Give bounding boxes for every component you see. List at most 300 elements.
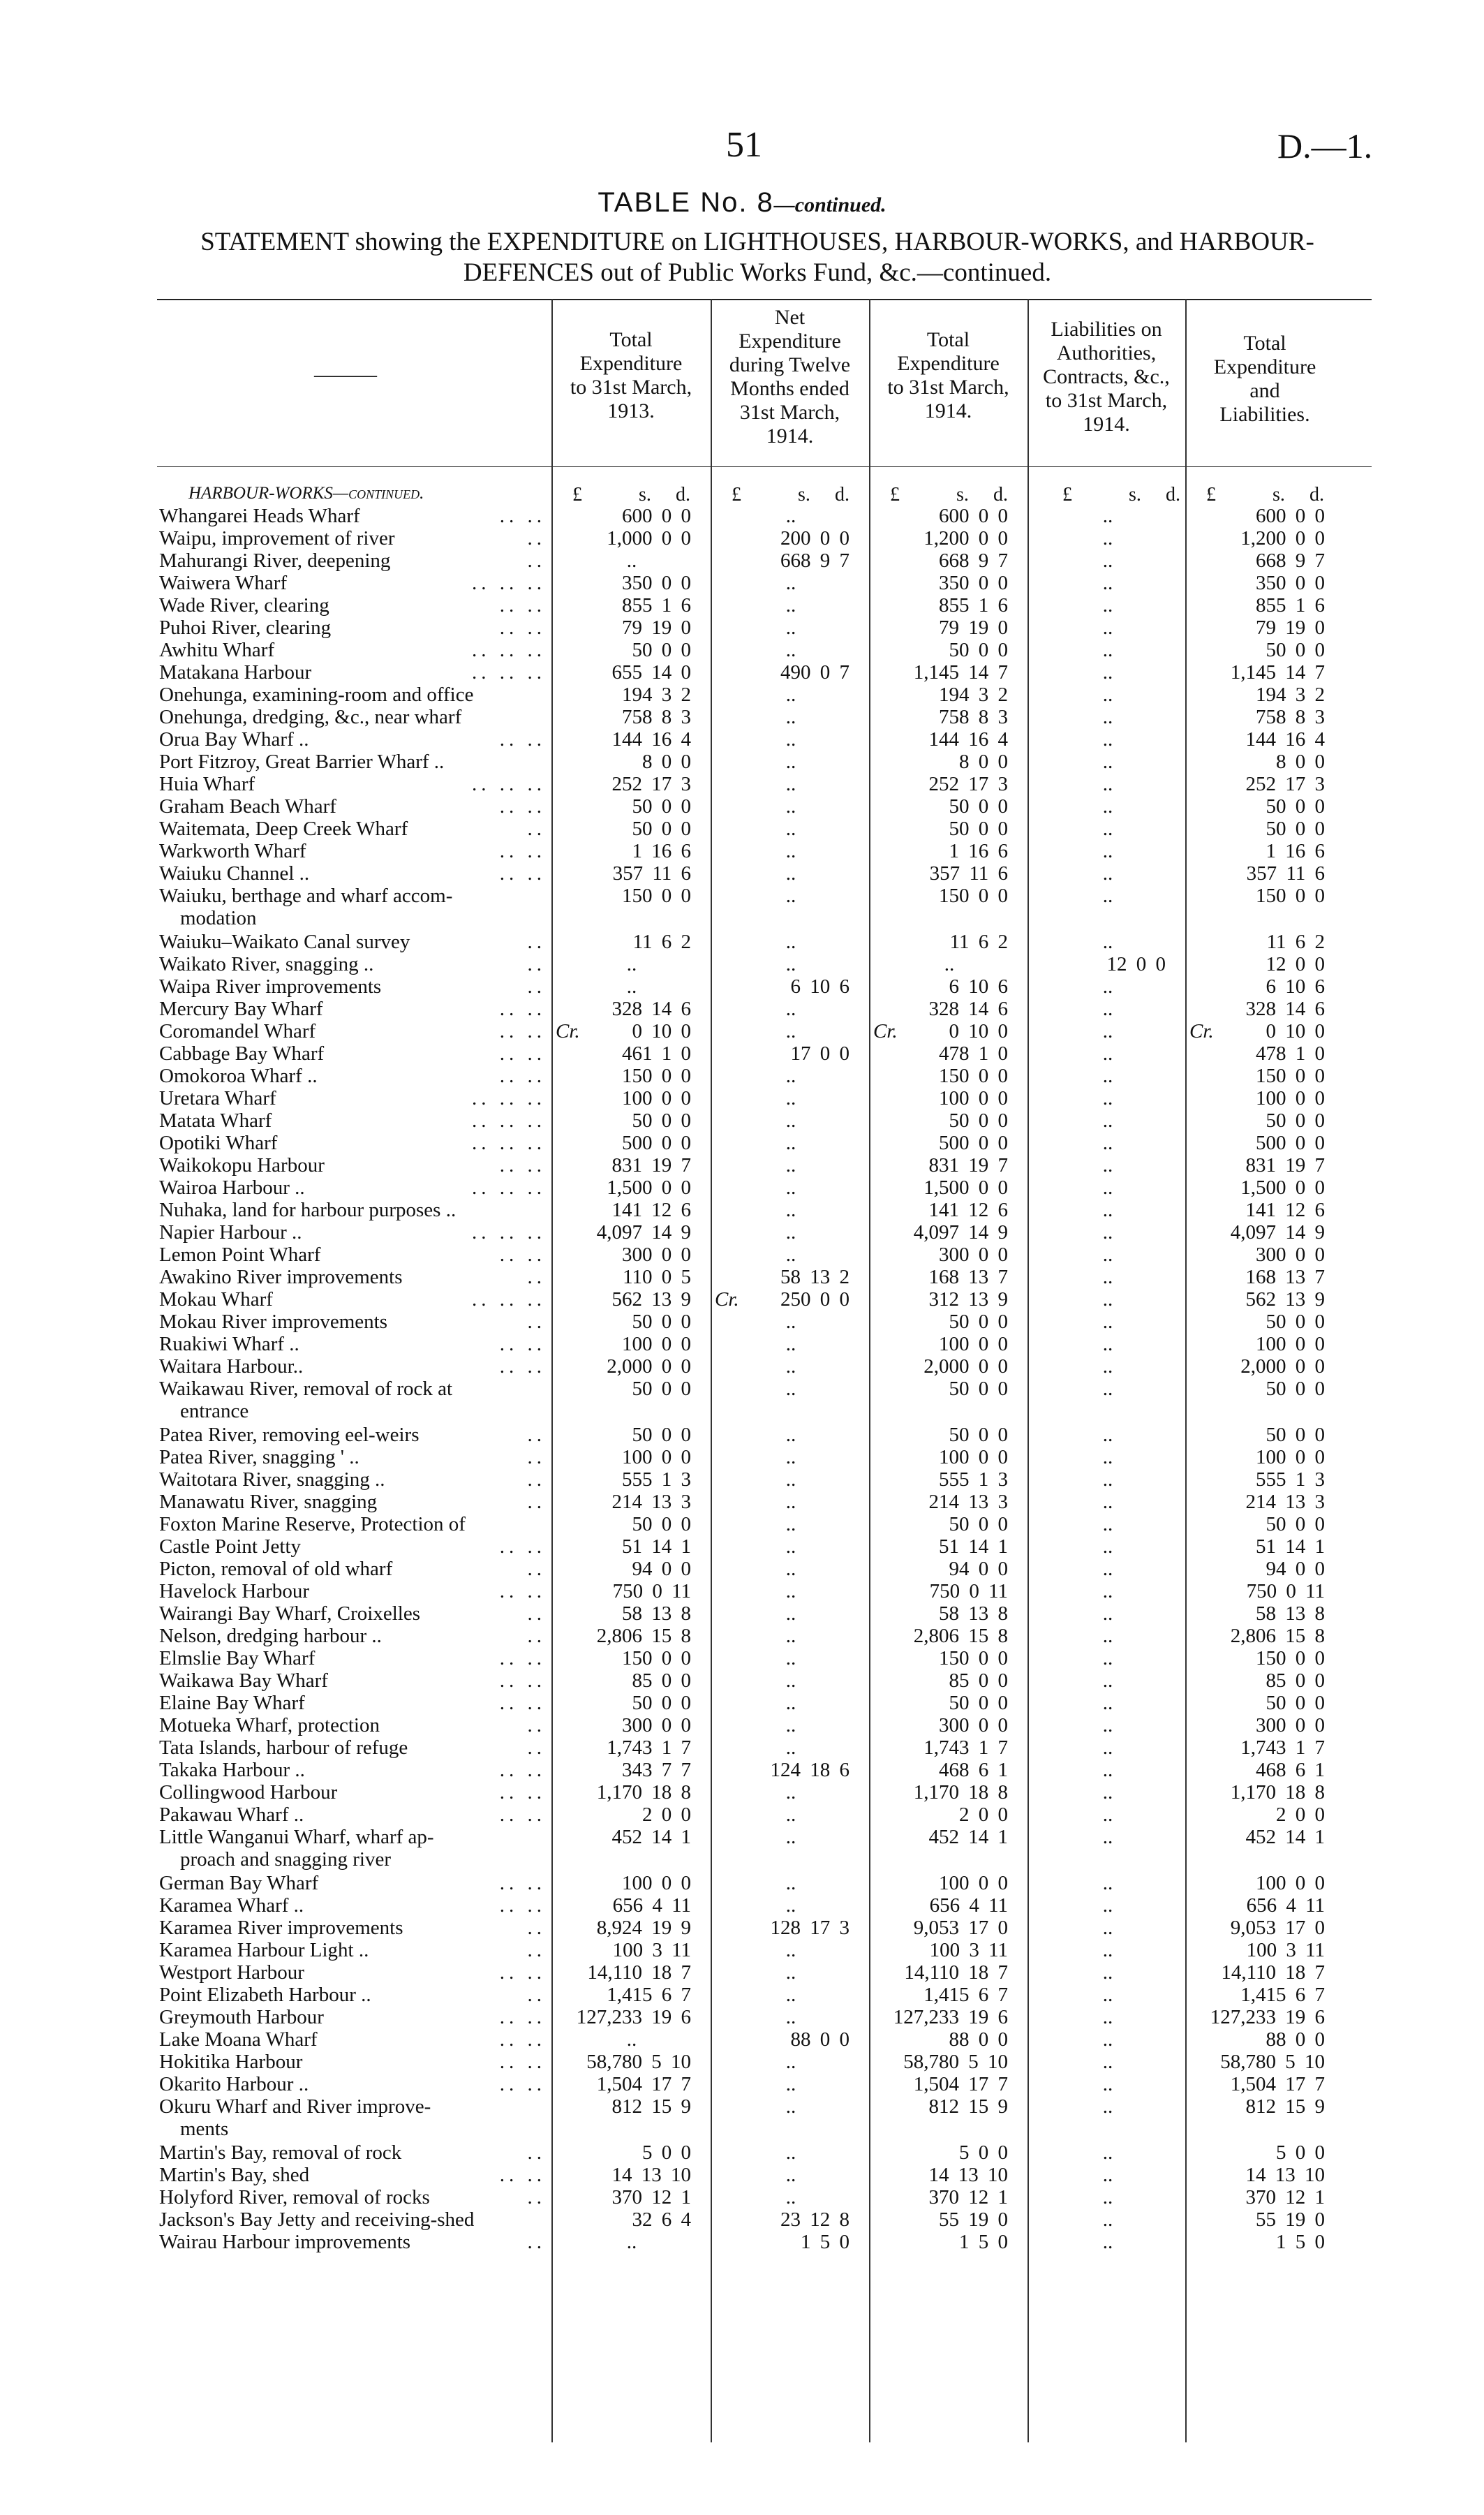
cell-col-3: 50 0 0 xyxy=(949,1424,1008,1446)
cell-col-4: 12 0 0 xyxy=(1106,953,1166,975)
row-label: Waiwera Wharf xyxy=(159,572,288,594)
row-label: Wairau Harbour improvements xyxy=(159,2231,411,2253)
column-header-line: to 31st March, xyxy=(570,376,692,399)
cell-col-1: 100 0 0 xyxy=(622,1087,691,1109)
table-row xyxy=(0,2141,1484,2164)
cell-col-3: 150 0 0 xyxy=(939,1065,1008,1087)
cell-col-2: 668 9 7 xyxy=(780,550,849,572)
cell-col-2: .. xyxy=(785,617,796,639)
row-label: Karamea Wharf .. xyxy=(159,1894,304,1917)
cell-col-3: 14 13 10 xyxy=(928,2164,1008,2186)
cell-col-4: .. xyxy=(1102,639,1113,661)
cell-col-1: 555 1 3 xyxy=(622,1468,691,1491)
cell-col-1: 328 14 6 xyxy=(611,998,691,1020)
cell-col-2: .. xyxy=(785,684,796,706)
row-label: Waikawa Bay Wharf xyxy=(159,1669,328,1692)
cell-col-1: 452 14 1 xyxy=(611,1826,691,1848)
row-leader-dots: .. .. xyxy=(499,1872,546,1894)
cell-col-2: .. xyxy=(785,840,796,862)
unit-pence: d. xyxy=(676,484,690,506)
cell-col-5: 452 14 1 xyxy=(1245,1826,1325,1848)
cell-col-1: 50 0 0 xyxy=(632,639,691,661)
row-label-continuation: entrance xyxy=(180,1400,249,1422)
row-label: Wairoa Harbour .. xyxy=(159,1177,305,1199)
row-leader-dots: .. .. xyxy=(499,728,546,751)
cell-col-3: 55 19 0 xyxy=(939,2208,1008,2231)
cell-col-2: .. xyxy=(785,1109,796,1132)
row-label: Port Fitzroy, Great Barrier Wharf .. xyxy=(159,751,445,773)
cell-col-4: .. xyxy=(1102,1132,1113,1154)
cell-col-1: 350 0 0 xyxy=(622,572,691,594)
cell-col-2: .. xyxy=(785,1535,796,1558)
unit-shillings: s. xyxy=(639,484,651,506)
table-row xyxy=(0,1961,1484,1984)
row-leader-dots: .. .. .. xyxy=(472,773,546,795)
row-label: Picton, removal of old wharf xyxy=(159,1558,393,1580)
cell-col-5: 50 0 0 xyxy=(1266,639,1325,661)
cell-col-3: 357 11 6 xyxy=(929,862,1008,885)
cell-col-1: 14,110 18 7 xyxy=(587,1961,691,1984)
cell-col-1: 300 0 0 xyxy=(622,1714,691,1736)
cell-col-3: 252 17 3 xyxy=(928,773,1008,795)
cell-col-2: .. xyxy=(785,2095,796,2118)
row-leader-dots: .. .. xyxy=(499,1333,546,1355)
cell-col-5: 555 1 3 xyxy=(1256,1468,1325,1491)
cell-col-5: 51 14 1 xyxy=(1256,1535,1325,1558)
row-label: Omokoroa Wharf .. xyxy=(159,1065,318,1087)
cell-col-3: 58 13 8 xyxy=(939,1602,1008,1625)
cell-col-4: .. xyxy=(1102,1692,1113,1714)
cell-col-5: 11 6 2 xyxy=(1266,931,1325,953)
row-leader-dots: .. xyxy=(527,1558,546,1580)
table-row xyxy=(0,2028,1484,2051)
cell-col-5: 150 0 0 xyxy=(1256,1065,1325,1087)
cell-col-1: 50 0 0 xyxy=(632,795,691,818)
cell-col-2: .. xyxy=(785,2073,796,2095)
table-row xyxy=(0,527,1484,550)
cell-col-1: 600 0 0 xyxy=(622,505,691,527)
unit-pence: d. xyxy=(993,484,1008,506)
column-header-line: Total xyxy=(1243,332,1286,355)
statement-line-1: STATEMENT showing the EXPENDITURE on LIGHTHOUSES, HARBOUR-WORKS, and HARBOUR- xyxy=(200,228,1314,256)
cell-col-2: 128 17 3 xyxy=(770,1917,849,1939)
cell-col-4: .. xyxy=(1102,1602,1113,1625)
unit-pound: £ xyxy=(1062,484,1072,506)
row-leader-dots: .. .. .. xyxy=(472,572,546,594)
unit-pence: d. xyxy=(1309,484,1324,506)
row-leader-dots: .. .. xyxy=(499,2051,546,2073)
table-row xyxy=(0,1221,1484,1244)
unit-shillings: s. xyxy=(798,484,810,506)
cell-col-2: .. xyxy=(785,2051,796,2073)
cell-col-2: .. xyxy=(785,885,796,907)
cell-col-1: 150 0 0 xyxy=(622,1647,691,1669)
table-row xyxy=(0,1939,1484,1961)
table-row xyxy=(0,706,1484,728)
cell-col-4: .. xyxy=(1102,773,1113,795)
cell-col-2: .. xyxy=(785,1132,796,1154)
row-leader-dots: .. xyxy=(527,1939,546,1961)
row-label: Karamea River improvements xyxy=(159,1917,403,1939)
table-row xyxy=(0,1355,1484,1378)
table-row xyxy=(0,1714,1484,1736)
cell-col-3: 141 12 6 xyxy=(928,1199,1008,1221)
table-row xyxy=(0,1288,1484,1311)
cell-col-1: 370 12 1 xyxy=(611,2186,691,2208)
cell-col-1: 8 0 0 xyxy=(642,751,691,773)
cell-col-5: 12 0 0 xyxy=(1266,953,1325,975)
cell-col-3: 2,000 0 0 xyxy=(923,1355,1008,1378)
cell-col-1: 8,924 19 9 xyxy=(596,1917,691,1939)
table-row xyxy=(0,728,1484,751)
cell-col-1: 831 19 7 xyxy=(611,1154,691,1177)
table-row xyxy=(0,1491,1484,1513)
cell-col-4: .. xyxy=(1102,1468,1113,1491)
row-leader-dots: .. xyxy=(527,1984,546,2006)
column-header-line: 31st March, xyxy=(739,401,840,424)
row-label: Collingwood Harbour xyxy=(159,1781,338,1804)
cell-col-3: 214 13 3 xyxy=(928,1491,1008,1513)
row-leader-dots: .. .. .. xyxy=(472,1132,546,1154)
cell-col-1: 144 16 4 xyxy=(611,728,691,751)
cell-col-4: .. xyxy=(1102,1288,1113,1311)
cell-col-3: 312 13 9 xyxy=(928,1288,1008,1311)
table-row xyxy=(0,1311,1484,1333)
cell-col-3: 600 0 0 xyxy=(939,505,1008,527)
cell-col-1: 1,504 17 7 xyxy=(596,2073,691,2095)
cell-col-1: 110 0 5 xyxy=(623,1266,691,1288)
table-row xyxy=(0,1625,1484,1647)
column-header-line: Liabilities. xyxy=(1219,403,1310,426)
table-row xyxy=(0,572,1484,594)
section-label: HARBOUR-WORKS—continued. xyxy=(188,484,424,503)
cell-col-4: .. xyxy=(1102,1961,1113,1984)
row-leader-dots: .. xyxy=(527,1446,546,1468)
row-leader-dots: .. .. xyxy=(499,1961,546,1984)
cell-col-4: .. xyxy=(1102,1826,1113,1848)
cell-col-2: .. xyxy=(785,1424,796,1446)
table-row xyxy=(0,840,1484,862)
cell-col-4: .. xyxy=(1102,795,1113,818)
cell-col-1: 2,000 0 0 xyxy=(607,1355,691,1378)
table-row xyxy=(0,505,1484,527)
row-label: Ruakiwi Wharf .. xyxy=(159,1333,299,1355)
row-label: Manawatu River, snagging xyxy=(159,1491,378,1513)
column-header-line: Expenditure xyxy=(1213,355,1316,378)
cell-col-3: 88 0 0 xyxy=(949,2028,1008,2051)
row-leader-dots: .. .. .. xyxy=(472,1288,546,1311)
cell-col-1: 150 0 0 xyxy=(622,885,691,907)
row-leader-dots: .. .. xyxy=(499,505,546,527)
cell-col-1: 100 3 11 xyxy=(612,1939,691,1961)
cell-col-2: .. xyxy=(785,1177,796,1199)
row-label: Waikawau River, removal of rock at xyxy=(159,1378,453,1400)
row-leader-dots: .. .. xyxy=(499,998,546,1020)
cell-col-4: .. xyxy=(1102,1424,1113,1446)
cell-col-1: 50 0 0 xyxy=(632,1109,691,1132)
cell-col-1: 855 1 6 xyxy=(622,594,691,617)
row-label: Waiuku, berthage and wharf accom- xyxy=(159,885,453,907)
header-bottom-rule xyxy=(157,466,1372,467)
cell-col-5: 1,170 18 8 xyxy=(1230,1781,1325,1804)
row-leader-dots: .. .. xyxy=(499,1154,546,1177)
cell-col-2: .. xyxy=(785,818,796,840)
cell-col-3: 478 1 0 xyxy=(939,1042,1008,1065)
cell-col-1: .. xyxy=(626,975,637,998)
cell-col-3: 58,780 5 10 xyxy=(903,2051,1008,2073)
row-leader-dots: .. .. xyxy=(499,1781,546,1804)
cell-col-3: 100 0 0 xyxy=(939,1333,1008,1355)
cell-col-5: 168 13 7 xyxy=(1245,1266,1325,1288)
cell-col-1: .. xyxy=(626,2028,637,2051)
cell-col-2: .. xyxy=(785,1020,796,1042)
row-label: Waiuku–Waikato Canal survey xyxy=(159,931,410,953)
row-leader-dots: .. xyxy=(527,975,546,998)
row-leader-dots: .. .. xyxy=(499,1647,546,1669)
cell-col-2: .. xyxy=(785,2006,796,2028)
row-label: Lake Moana Wharf xyxy=(159,2028,318,2051)
row-leader-dots: .. xyxy=(527,1311,546,1333)
cell-col-2: .. xyxy=(785,1826,796,1848)
cell-col-4: .. xyxy=(1102,527,1113,550)
cell-col-1: 58 13 8 xyxy=(622,1602,691,1625)
row-label: Motueka Wharf, protection xyxy=(159,1714,380,1736)
table-row xyxy=(0,1894,1484,1917)
cell-col-2: .. xyxy=(785,862,796,885)
cell-col-5: 79 19 0 xyxy=(1256,617,1325,639)
row-leader-dots: .. xyxy=(527,1491,546,1513)
cell-col-3: 50 0 0 xyxy=(949,1109,1008,1132)
cell-col-3: 812 15 9 xyxy=(928,2095,1008,2118)
table-title-continued: —continued. xyxy=(773,193,886,216)
cell-col-5: 100 3 11 xyxy=(1246,1939,1325,1961)
cell-col-3: 500 0 0 xyxy=(939,1132,1008,1154)
cell-col-2: .. xyxy=(785,1087,796,1109)
column-header-line: and xyxy=(1249,379,1280,402)
cell-col-3: 94 0 0 xyxy=(949,1558,1008,1580)
unit-pence: d. xyxy=(835,484,849,506)
row-leader-dots: .. .. xyxy=(499,1804,546,1826)
table-row xyxy=(0,1378,1484,1422)
row-label: Napier Harbour .. xyxy=(159,1221,302,1244)
cell-col-1: 100 0 0 xyxy=(622,1872,691,1894)
cell-col-3: 50 0 0 xyxy=(949,1311,1008,1333)
row-label: Onehunga, dredging, &c., near wharf xyxy=(159,706,462,728)
column-header-line: Expenditure xyxy=(897,352,1000,375)
cell-col-3: 79 19 0 xyxy=(939,617,1008,639)
row-label: Wade River, clearing xyxy=(159,594,329,617)
credit-marker: Cr. xyxy=(715,1288,739,1311)
cell-col-1: 50 0 0 xyxy=(632,818,691,840)
table-row xyxy=(0,661,1484,684)
cell-col-4: .. xyxy=(1102,1669,1113,1692)
table-row xyxy=(0,1647,1484,1669)
cell-col-3: 350 0 0 xyxy=(939,572,1008,594)
row-label: Martin's Bay, shed xyxy=(159,2164,310,2186)
cell-col-5: 328 14 6 xyxy=(1245,998,1325,1020)
table-row xyxy=(0,773,1484,795)
cell-col-1: .. xyxy=(626,550,637,572)
cell-col-5: 468 6 1 xyxy=(1256,1759,1325,1781)
cell-col-2: .. xyxy=(785,1894,796,1917)
row-label: Waikokopu Harbour xyxy=(159,1154,325,1177)
row-label: Foxton Marine Reserve, Protection of xyxy=(159,1513,466,1535)
table-row xyxy=(0,684,1484,706)
statement-line-2-rest: out of Public Works Fund, &c.—continued. xyxy=(593,258,1052,287)
cell-col-1: .. xyxy=(626,2231,637,2253)
cell-col-3: 100 0 0 xyxy=(939,1872,1008,1894)
cell-col-4: .. xyxy=(1102,1984,1113,2006)
cell-col-1: 85 0 0 xyxy=(632,1669,691,1692)
cell-col-3: 1 16 6 xyxy=(949,840,1008,862)
cell-col-5: 141 12 6 xyxy=(1245,1199,1325,1221)
cell-col-3: 50 0 0 xyxy=(949,795,1008,818)
cell-col-4: .. xyxy=(1102,2231,1113,2253)
table-row xyxy=(0,2073,1484,2095)
row-label: Awhitu Wharf xyxy=(159,639,275,661)
cell-col-5: 100 0 0 xyxy=(1256,1087,1325,1109)
table-row xyxy=(0,1917,1484,1939)
cell-col-4: .. xyxy=(1102,1199,1113,1221)
table-row xyxy=(0,1984,1484,2006)
table-row xyxy=(0,1468,1484,1491)
table-row xyxy=(0,2164,1484,2186)
cell-col-4: .. xyxy=(1102,1333,1113,1355)
table-row xyxy=(0,1199,1484,1221)
row-label: Waiuku Channel .. xyxy=(159,862,310,885)
cell-col-3: 14,110 18 7 xyxy=(904,1961,1008,1984)
cell-col-5: 758 8 3 xyxy=(1256,706,1325,728)
cell-col-5: 150 0 0 xyxy=(1256,885,1325,907)
row-leader-dots: .. .. xyxy=(499,1042,546,1065)
cell-col-5: 1,415 6 7 xyxy=(1240,1984,1325,2006)
row-leader-dots: .. .. xyxy=(499,1669,546,1692)
row-leader-dots: .. xyxy=(527,1625,546,1647)
cell-col-1: 50 0 0 xyxy=(632,1378,691,1400)
table-row xyxy=(0,751,1484,773)
cell-col-5: 478 1 0 xyxy=(1256,1042,1325,1065)
cell-col-3: 9,053 17 0 xyxy=(913,1917,1008,1939)
cell-col-2: .. xyxy=(785,751,796,773)
cell-col-4: .. xyxy=(1102,2006,1113,2028)
cell-col-1: 1,170 18 8 xyxy=(596,1781,691,1804)
cell-col-1: 461 1 0 xyxy=(622,1042,691,1065)
table-row xyxy=(0,1669,1484,1692)
table-row xyxy=(0,639,1484,661)
cell-col-1: 750 0 11 xyxy=(612,1580,691,1602)
column-header-line: to 31st March, xyxy=(1045,389,1168,412)
column-header-2 xyxy=(711,306,869,448)
row-label: Orua Bay Wharf .. xyxy=(159,728,309,751)
column-header-line: Expenditure xyxy=(739,330,841,353)
unit-pound: £ xyxy=(732,484,741,506)
cell-col-4: .. xyxy=(1102,661,1113,684)
document-reference: D.—1. xyxy=(1277,126,1373,165)
cell-col-1: 500 0 0 xyxy=(622,1132,691,1154)
cell-col-4: .. xyxy=(1102,2095,1113,2118)
statement-line-2-sc: DEFENCES xyxy=(463,258,594,287)
cell-col-1: 357 11 6 xyxy=(612,862,691,885)
credit-marker: Cr. xyxy=(873,1020,898,1042)
table-row xyxy=(0,617,1484,639)
cell-col-2: .. xyxy=(785,953,796,975)
row-label-continuation: ments xyxy=(180,2118,229,2140)
cell-col-4: .. xyxy=(1102,2164,1113,2186)
table-row xyxy=(0,2051,1484,2073)
cell-col-2: 490 0 7 xyxy=(780,661,849,684)
cell-col-5: 50 0 0 xyxy=(1266,1424,1325,1446)
table-row xyxy=(0,1177,1484,1199)
cell-col-1: 58,780 5 10 xyxy=(586,2051,691,2073)
cell-col-3: 750 0 11 xyxy=(929,1580,1008,1602)
cell-col-3: 656 4 11 xyxy=(929,1894,1008,1917)
row-leader-dots: .. xyxy=(527,527,546,550)
row-label: Nelson, dredging harbour .. xyxy=(159,1625,382,1647)
cell-col-2: 200 0 0 xyxy=(780,527,849,550)
cell-col-3: 1,200 0 0 xyxy=(923,527,1008,550)
cell-col-3: 468 6 1 xyxy=(939,1759,1008,1781)
table-row xyxy=(0,1781,1484,1804)
cell-col-4: .. xyxy=(1102,1917,1113,1939)
row-leader-dots: .. .. .. xyxy=(472,661,546,684)
table-row xyxy=(0,1065,1484,1087)
cell-col-1: 50 0 0 xyxy=(632,1311,691,1333)
cell-col-5: 350 0 0 xyxy=(1256,572,1325,594)
cell-col-2: .. xyxy=(785,1311,796,1333)
row-label: Hokitika Harbour xyxy=(159,2051,303,2073)
cell-col-3: 194 3 2 xyxy=(939,684,1008,706)
cell-col-4: .. xyxy=(1102,2051,1113,2073)
row-leader-dots: .. .. xyxy=(499,1759,546,1781)
cell-col-1: 1,415 6 7 xyxy=(607,1984,691,2006)
row-label: Whangarei Heads Wharf xyxy=(159,505,360,527)
cell-col-4: .. xyxy=(1102,2141,1113,2164)
cell-col-2: .. xyxy=(785,795,796,818)
cell-col-4: .. xyxy=(1102,1781,1113,1804)
cell-col-2: .. xyxy=(785,1872,796,1894)
cell-col-4: .. xyxy=(1102,1177,1113,1199)
cell-col-5: 50 0 0 xyxy=(1266,795,1325,818)
cell-col-5: 668 9 7 xyxy=(1256,550,1325,572)
unit-pence: d. xyxy=(1166,484,1180,506)
cell-col-4: .. xyxy=(1102,1446,1113,1468)
cell-col-1: .. xyxy=(626,953,637,975)
row-label: Jackson's Bay Jetty and receiving-shed xyxy=(159,2208,475,2231)
cell-col-4: .. xyxy=(1102,2186,1113,2208)
row-leader-dots: .. xyxy=(527,1424,546,1446)
cell-col-5: 14,110 18 7 xyxy=(1221,1961,1325,1984)
cell-col-4: .. xyxy=(1102,1759,1113,1781)
cell-col-5: 50 0 0 xyxy=(1266,1311,1325,1333)
table-title xyxy=(0,187,1484,219)
cell-col-1: 300 0 0 xyxy=(622,1244,691,1266)
column-header-line: Authorities, xyxy=(1056,341,1157,364)
cell-col-1: 4,097 14 9 xyxy=(596,1221,691,1244)
cell-col-1: 100 0 0 xyxy=(622,1446,691,1468)
row-leader-dots: .. .. .. xyxy=(472,639,546,661)
row-label: Opotiki Wharf xyxy=(159,1132,278,1154)
row-leader-dots: .. .. xyxy=(499,2073,546,2095)
row-leader-dots: .. .. xyxy=(499,2006,546,2028)
cell-col-4: .. xyxy=(1102,505,1113,527)
row-label: Waipa River improvements xyxy=(159,975,382,998)
cell-col-1: 32 6 4 xyxy=(632,2208,691,2231)
cell-col-4: .. xyxy=(1102,706,1113,728)
cell-col-1: 655 14 0 xyxy=(611,661,691,684)
cell-col-1: 2,806 15 8 xyxy=(596,1625,691,1647)
row-label: Waikato River, snagging .. xyxy=(159,953,374,975)
row-label: Point Elizabeth Harbour .. xyxy=(159,1984,371,2006)
